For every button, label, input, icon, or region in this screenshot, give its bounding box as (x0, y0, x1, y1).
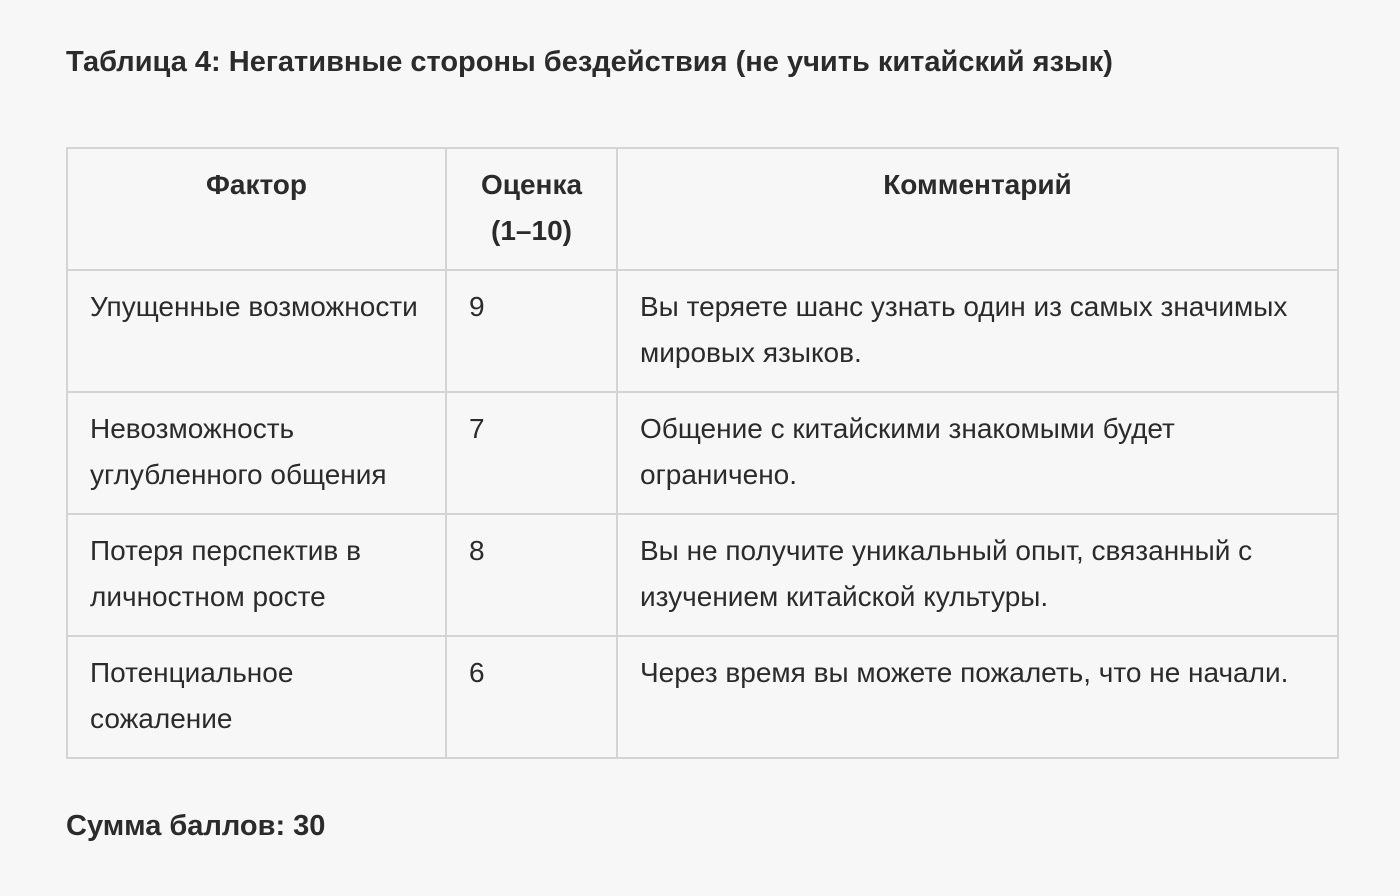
score-cell: 9 (446, 270, 617, 392)
factor-cell: Потенциальное сожаление (67, 636, 446, 758)
table-row (67, 636, 1338, 758)
column-header-factor: Фактор (67, 148, 446, 270)
column-header-comment: Комментарий (617, 148, 1338, 270)
factor-cell: Упущенные возможности (67, 270, 446, 392)
table-caption: Таблица 4: Негативные стороны бездействия (не учить китайский язык) (66, 46, 1113, 78)
factors-table (66, 147, 1339, 759)
comment-cell: Через время вы можете пожалеть, что не начали. (617, 636, 1338, 758)
comment-cell: Вы не получите уникальный опыт, связанный с изучением китайской культуры. (617, 514, 1338, 636)
factor-cell: Потеря перспектив в личностном росте (67, 514, 446, 636)
score-cell: 6 (446, 636, 617, 758)
factor-cell: Невозможность углубленного общения (67, 392, 446, 514)
table-row (67, 392, 1338, 514)
table-header-row (67, 148, 1338, 270)
table-row (67, 270, 1338, 392)
score-cell: 8 (446, 514, 617, 636)
comment-cell: Вы теряете шанс узнать один из самых значимых мировых языков. (617, 270, 1338, 392)
score-total: Сумма баллов: 30 (66, 810, 326, 842)
column-header-score: Оценка (1–10) (446, 148, 617, 270)
comment-cell: Общение с китайскими знакомыми будет ограничено. (617, 392, 1338, 514)
table-row (67, 514, 1338, 636)
score-cell: 7 (446, 392, 617, 514)
